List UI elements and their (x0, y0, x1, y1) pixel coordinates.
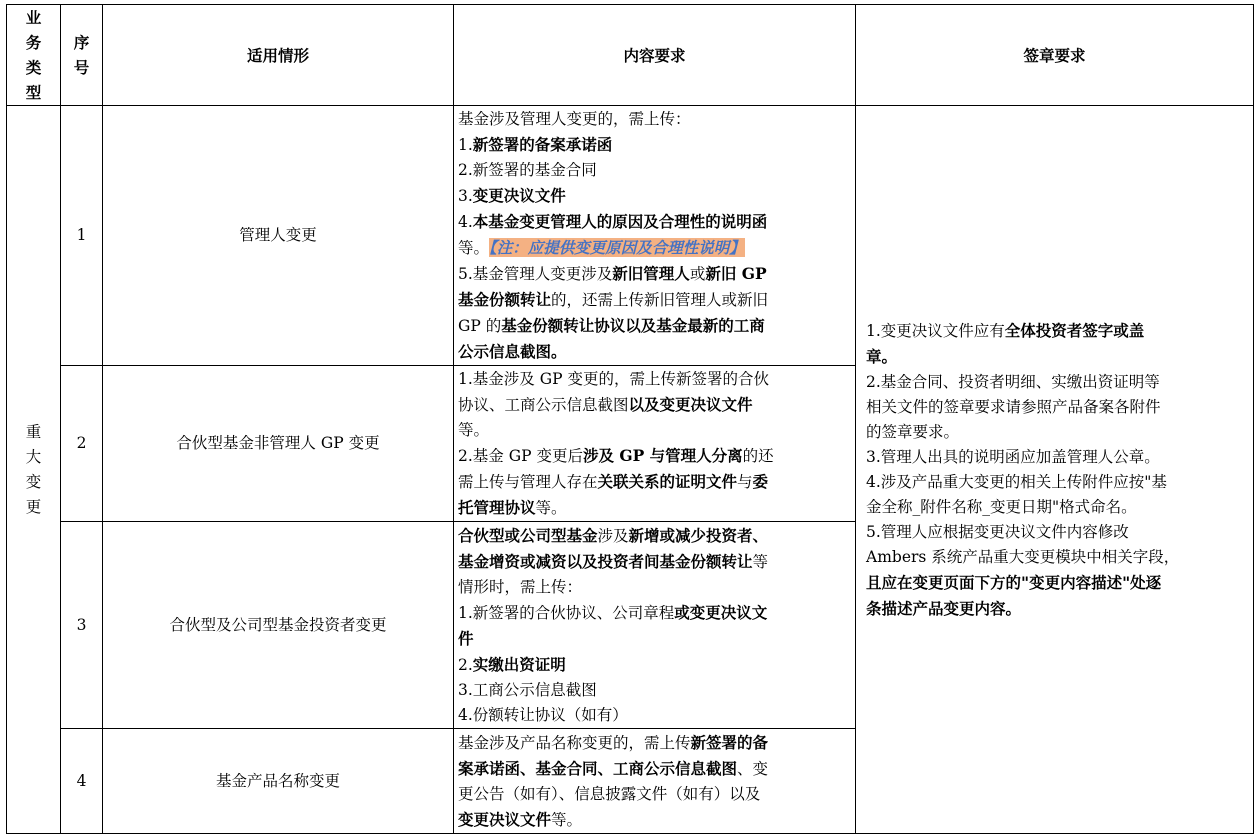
major-change-requirements-table (6, 4, 1254, 834)
text-line (458, 132, 845, 158)
bold-text: 章。 (866, 346, 898, 366)
text-segment: 3.工商公示信息截图 (458, 681, 597, 699)
header-char: 序 (73, 33, 90, 52)
text-segment: 或 (689, 265, 706, 283)
bold-text: 实缴出资证明 (472, 655, 566, 674)
text-segment: 3.管理人出具的说明函应加盖管理人公章。 (866, 447, 1160, 466)
text-line (866, 470, 1245, 495)
bold-text: 且应在变更页面下方的"变更内容描述"处逐 (866, 572, 1162, 592)
bold-text: 件 (458, 629, 474, 648)
text-segment: 5.管理人应根据变更决议文件内容修改 (866, 522, 1129, 541)
text-segment: 金全称_附件名称_变更日期"格式命名。 (866, 497, 1137, 516)
row-seq: 4 (61, 729, 103, 834)
text-line (458, 495, 845, 521)
text-segment: 1.变更决议文件应有 (866, 321, 1005, 340)
text-line (866, 420, 1245, 445)
bold-text: 托管理协议 (458, 498, 536, 517)
text-line (458, 807, 845, 833)
bold-text: 新增或减少投资者、 (628, 526, 769, 545)
header-char: 型 (25, 83, 42, 102)
header-char: 业 (25, 8, 42, 27)
row-scenario: 管理人变更 (103, 106, 454, 366)
text-line (866, 318, 1245, 344)
text-line (458, 678, 845, 703)
text-segment: 1. (458, 136, 473, 154)
text-segment: 等 (752, 553, 769, 571)
table-row (7, 106, 1254, 366)
bold-text: 基金份额转让协议以及基金最新的工商 (501, 316, 765, 335)
text-line (866, 545, 1245, 570)
bold-text: 基金增资或减资以及投资者间基金份额转让 (458, 552, 753, 571)
row-seq: 2 (61, 366, 103, 522)
signature-requirements (856, 106, 1254, 834)
bold-text: 涉及 GP 与管理人分离 (582, 446, 743, 465)
text-line (458, 183, 845, 209)
text-line (458, 209, 845, 235)
text-segment: 基金涉及产品名称变更的，需上传 (458, 734, 691, 752)
text-segment: 基金涉及管理人变更的，需上传： (458, 110, 691, 128)
text-segment: 的签章要求。 (866, 422, 960, 441)
row-content (454, 522, 856, 729)
text-line (458, 600, 845, 626)
text-segment: 协议、工商公示信息截图 (458, 396, 629, 414)
text-segment: 2.基金 GP 变更后 (458, 447, 583, 465)
bold-text: 合伙型或公司型基金 (458, 526, 598, 545)
text-line (458, 549, 845, 575)
bold-text: 变更决议文件 (458, 810, 552, 829)
header-content: 内容要求 (454, 5, 856, 106)
bold-text: 新旧管理人 (612, 264, 690, 283)
text-segment: 2.新签署的基金合同 (458, 161, 597, 179)
text-line (866, 370, 1245, 395)
text-line (458, 575, 845, 600)
row-seq: 1 (61, 106, 103, 366)
text-segment: 5.基金管理人变更涉及 (458, 265, 613, 283)
text-segment: 需上传与管理人存在 (458, 473, 598, 491)
row-content (454, 366, 856, 522)
category-major-change (7, 106, 61, 834)
text-line (866, 445, 1245, 470)
text-line (866, 596, 1245, 622)
text-line (458, 339, 845, 365)
bold-text: 公示信息截图。 (458, 342, 567, 361)
text-line (458, 418, 845, 443)
text-segment: 4. (458, 213, 473, 231)
header-scenario: 适用情形 (103, 5, 454, 106)
text-segment: 2.基金合同、投资者明细、实缴出资证明等 (866, 372, 1160, 391)
header-sequence (61, 5, 103, 106)
text-line (866, 495, 1245, 520)
text-line (458, 367, 845, 392)
bold-text: 新签署的备 (690, 733, 769, 752)
highlighted-note: 【注：应提供变更原因及合理性说明】 (489, 238, 745, 257)
text-segment: 等。 (535, 499, 567, 517)
text-segment: 等。 (458, 239, 490, 257)
bold-text: 新签署的备案承诺函 (472, 135, 613, 154)
header-char: 务 (25, 33, 42, 52)
text-line (458, 158, 845, 183)
text-line (458, 235, 845, 261)
text-line (458, 107, 845, 132)
header-char: 类 (25, 58, 42, 77)
text-line (458, 443, 845, 469)
text-line (866, 344, 1245, 370)
text-segment: 的还 (742, 447, 774, 465)
text-segment: 等。 (551, 811, 583, 829)
text-line (458, 523, 845, 549)
row-scenario: 合伙型基金非管理人 GP 变更 (103, 366, 454, 522)
text-segment: 与 (737, 473, 753, 491)
text-segment: 4.份额转让协议（如有） (458, 706, 628, 724)
text-segment: 等。 (458, 421, 490, 439)
text-line (458, 756, 845, 782)
text-segment: 2. (458, 656, 473, 674)
text-segment: 情形时，需上传： (458, 578, 583, 596)
bold-text: 委 (752, 472, 769, 491)
bold-text: 或变更决议文 (674, 603, 768, 622)
text-segment: 1.新签署的合伙协议、公司章程 (458, 604, 675, 622)
category-char: 更 (25, 497, 42, 516)
text-line (458, 287, 845, 313)
row-scenario: 合伙型及公司型基金投资者变更 (103, 522, 454, 729)
header-business-type (7, 5, 61, 106)
text-line (458, 626, 845, 652)
text-line (458, 730, 845, 756)
bold-text: 全体投资者签字或盖 (1004, 320, 1145, 340)
text-segment: 3. (458, 187, 473, 205)
text-segment: 、变 (737, 760, 769, 778)
text-line (458, 652, 845, 678)
row-content (454, 106, 856, 366)
bold-text: 本基金变更管理人的原因及合理性的说明函 (472, 212, 768, 231)
text-segment: 4.涉及产品重大变更的相关上传附件应按"基 (866, 472, 1167, 491)
header-char: 号 (73, 58, 90, 77)
text-segment: 的，还需上传新旧管理人或新旧 (551, 291, 769, 309)
text-segment: 1.基金涉及 GP 变更的，需上传新签署的合伙 (458, 370, 769, 388)
category-char: 变 (25, 472, 42, 491)
text-line (866, 520, 1245, 545)
text-line (458, 261, 845, 287)
bold-text: 关联关系的证明文件 (597, 472, 738, 491)
text-segment: Ambers 系统产品重大变更模块中相关字段， (866, 547, 1180, 566)
bold-text: 条描述产品变更内容。 (866, 598, 1022, 618)
text-line (458, 392, 845, 418)
bold-text: 基金份额转让 (458, 290, 552, 309)
text-line (866, 395, 1245, 420)
text-line (458, 469, 845, 495)
category-char: 大 (25, 447, 42, 466)
text-line (458, 782, 845, 807)
text-segment: 涉及 (597, 527, 629, 545)
bold-text: 以及变更决议文件 (628, 395, 753, 414)
row-seq: 3 (61, 522, 103, 729)
text-line (458, 313, 845, 339)
bold-text: 案承诺函、基金合同、工商公示信息截图 (458, 759, 738, 778)
text-line (458, 703, 845, 728)
header-row (7, 5, 1254, 106)
row-scenario: 基金产品名称变更 (103, 729, 454, 834)
bold-text: 变更决议文件 (472, 186, 566, 205)
category-char: 重 (25, 422, 42, 441)
text-line (866, 570, 1245, 596)
text-segment: 更公告（如有）、信息披露文件（如有）以及 (458, 785, 761, 803)
text-segment: GP 的 (458, 317, 502, 335)
header-signature: 签章要求 (856, 5, 1254, 106)
text-segment: 相关文件的签章要求请参照产品备案各附件 (866, 397, 1161, 416)
bold-text: 新旧 GP (705, 264, 767, 283)
